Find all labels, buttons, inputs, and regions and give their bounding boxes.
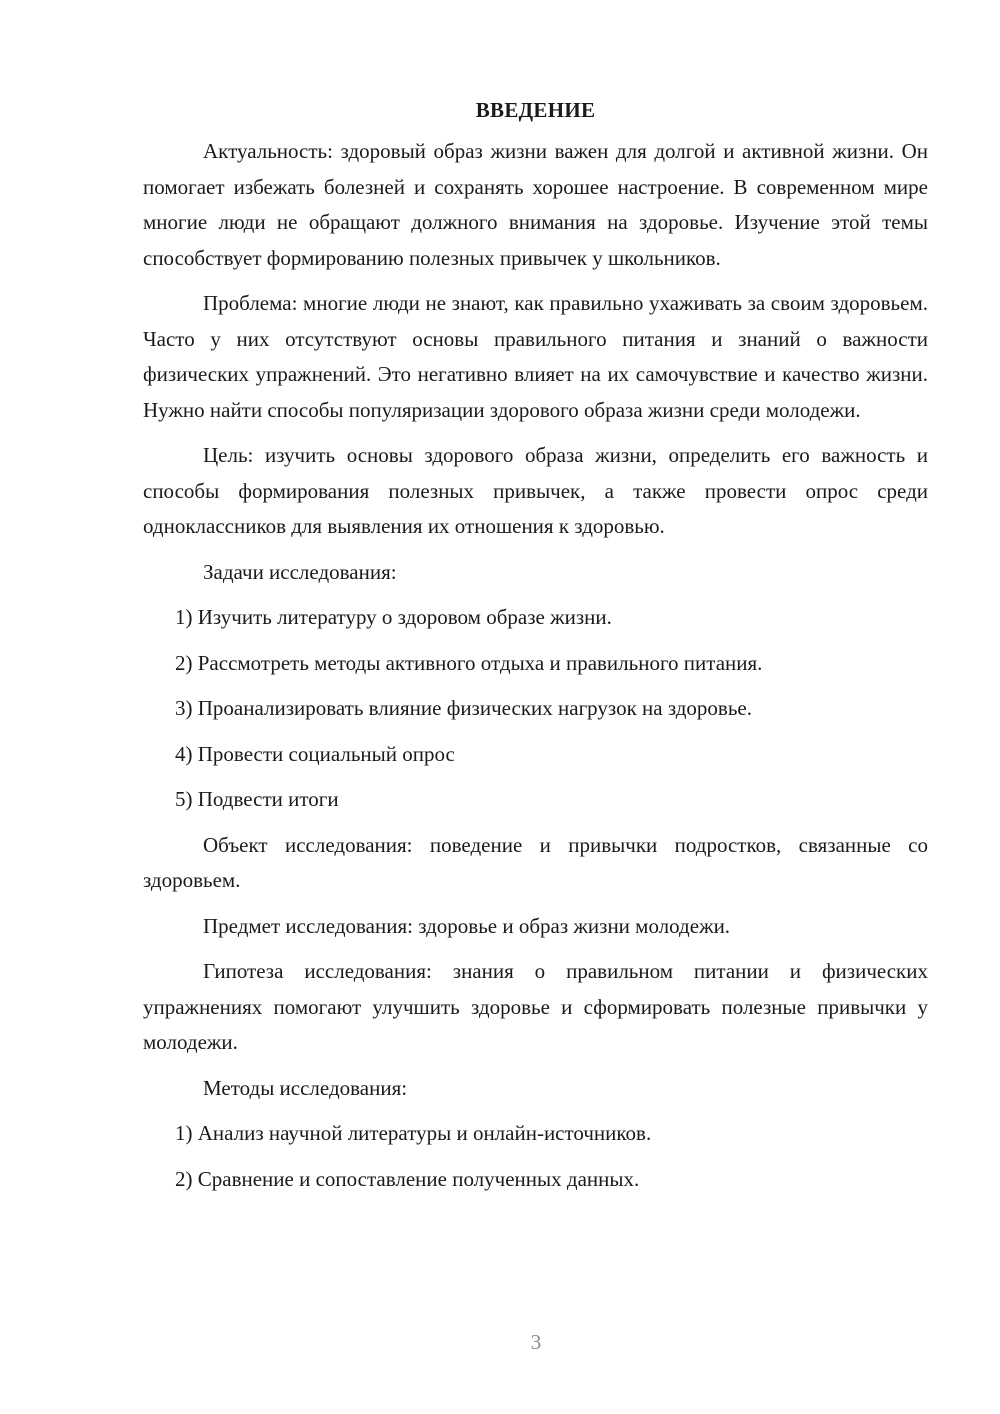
relevance-paragraph: Актуальность: здоровый образ жизни важен для долгой и активной жизни. Он помогает избежать болезней и сохранять хорошее настроение. В современном мире многие люди не обращают должного внимания на здоровье. Изучение этой темы способствует формированию полезных привычек у школьников. xyxy=(143,139,928,270)
list-item: 5) Подвести итоги xyxy=(175,787,339,811)
list-item: 4) Провести социальный опрос xyxy=(175,741,455,766)
list-item: 2) Рассмотреть методы активного отдыха и правильного питания. xyxy=(175,650,763,675)
goal-paragraph: Цель: изучить основы здорового образа жизни, определить его важность и способы формирования полезных привычек, а также провести опрос среди одноклассников для выявления их отношения к здоровью. xyxy=(143,443,928,538)
list-item: 1) Изучить литературу о здоровом образе жизни. xyxy=(175,605,612,629)
methods-list xyxy=(143,1116,928,1197)
tasks-heading: Задачи исследования: xyxy=(203,559,397,584)
problem-paragraph: Проблема: многие люди не знают, как правильно ухаживать за своим здоровьем. Часто у них отсутствуют основы правильного питания и знаний о важности физических упражнений. Это негативно влияет на их самочувствие и качество жизни. Нужно найти способы популяризации здорового образа жизни среди молодежи. xyxy=(143,291,928,422)
object-paragraph: Объект исследования: поведение и привычки подростков, связанные со здоровьем. xyxy=(143,832,928,892)
page-title: ВВЕДЕНИЕ xyxy=(475,98,596,122)
subject-paragraph: Предмет исследования: здоровье и образ жизни молодежи. xyxy=(203,913,731,938)
list-item: 1) Анализ научной литературы и онлайн-источников. xyxy=(175,1121,652,1145)
tasks-list xyxy=(143,600,928,818)
methods-heading: Методы исследования: xyxy=(203,1075,408,1100)
hypothesis-paragraph: Гипотеза исследования: знания о правильном питании и физических упражнениях помогают улучшить здоровье и сформировать полезные привычки у молодежи. xyxy=(143,959,928,1054)
list-item: 3) Проанализировать влияние физических нагрузок на здоровье. xyxy=(175,696,752,720)
document-page xyxy=(143,92,928,1207)
list-item: 2) Сравнение и сопоставление полученных данных. xyxy=(175,1166,640,1191)
page-number: 3 xyxy=(530,1330,542,1354)
